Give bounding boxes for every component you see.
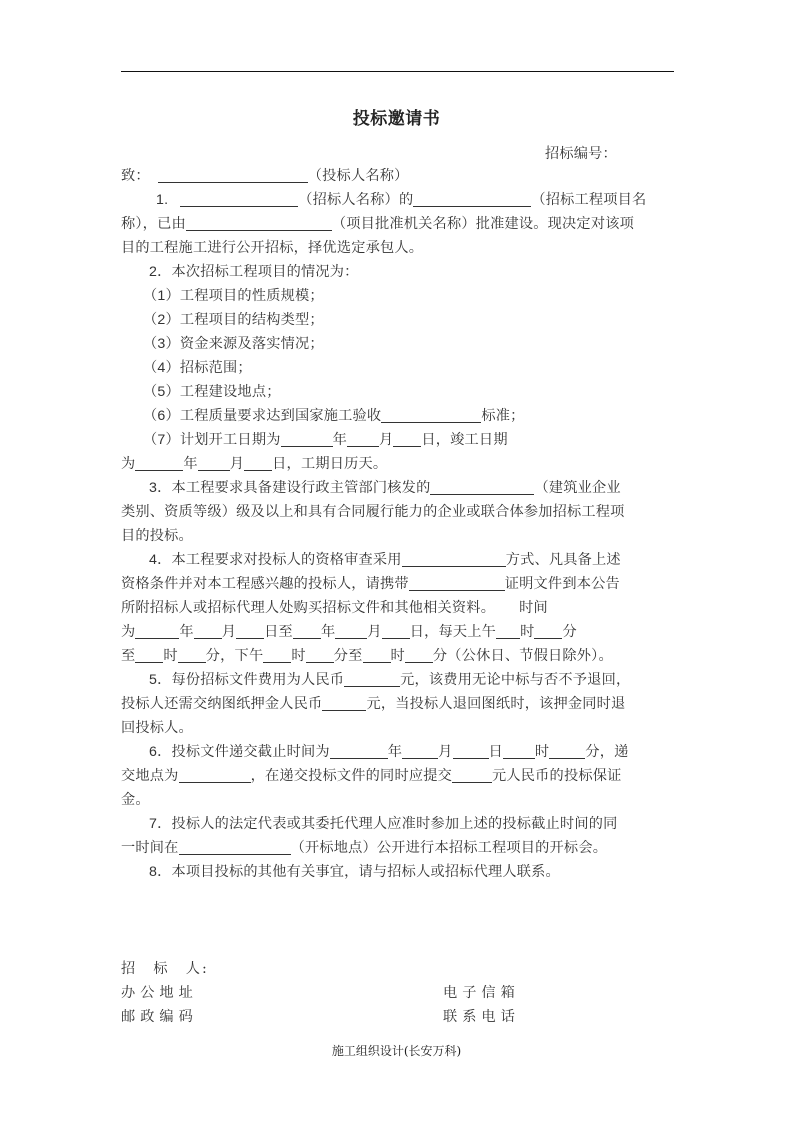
bid-bond-blank[interactable] [452,767,492,783]
paragraph-5: 5．每份招标文件费用为人民币 元，该费用无论中标与否不予退回， [149,672,631,688]
addressee-line: 致： （投标人名称） [121,168,409,184]
pm-start-minute-blank[interactable] [306,647,334,663]
certificate-blank[interactable] [409,575,505,591]
start-month-blank[interactable] [347,431,379,447]
paragraph-2: 2．本次招标工程项目的情况为： [149,264,359,280]
list-item: （6）工程质量要求达到国家施工验收 标准； [143,408,525,424]
document-fee-blank[interactable] [344,671,400,687]
drawing-deposit-blank[interactable] [322,695,366,711]
deadline-hour-blank[interactable] [503,743,535,759]
office-address-label: 办公地址 [121,985,198,1001]
list-item: （5）工程建设地点； [143,384,281,400]
pm-start-hour-blank[interactable] [263,647,291,663]
bid-number-label: 招标编号： [545,146,617,162]
am-end-hour-blank[interactable] [135,647,163,663]
approval-authority-blank[interactable] [186,215,332,231]
pm-end-minute-blank[interactable] [405,647,433,663]
list-item: （4）招标范围； [143,360,252,376]
sale-start-day-blank[interactable] [236,623,264,639]
deadline-minute-blank[interactable] [549,743,585,759]
am-start-minute-blank[interactable] [534,623,562,639]
document-title: 投标邀请书 [352,109,441,129]
start-day-blank[interactable] [393,431,421,447]
paragraph-1: 1. （招标人名称）的 （招标工程项目名 [156,192,647,208]
bidder-name-blank[interactable] [158,167,308,183]
opening-location-blank[interactable] [179,839,291,855]
tenderer-label: 招 标 人: [121,961,209,977]
start-year-blank[interactable] [281,431,333,447]
review-method-blank[interactable] [402,551,506,567]
list-item: （1）工程项目的性质规模； [143,288,324,304]
tenderer-name-blank[interactable] [180,191,298,207]
deadline-month-blank[interactable] [402,743,438,759]
acceptance-standard-blank[interactable] [381,407,481,423]
submission-location-blank[interactable] [179,767,251,783]
sale-end-month-blank[interactable] [335,623,367,639]
end-month-blank[interactable] [198,455,230,471]
paragraph-4: 4．本工程要求对投标人的资格审查采用 方式、凡具备上述 [149,552,621,568]
list-item: （7）计划开工日期为 年 月 日，竣工日期 [143,432,508,448]
paragraph-6: 6．投标文件递交截止时间为 年 月 日 时 分，递 [149,744,629,760]
page-footer: 施工组织设计(长安万科) [331,1044,462,1058]
am-end-minute-blank[interactable] [178,647,206,663]
phone-label: 联系电话 [443,1009,520,1025]
email-label: 电子信箱 [443,985,520,1001]
list-item: （2）工程项目的结构类型； [143,312,324,328]
sale-start-year-blank[interactable] [135,623,179,639]
paragraph-8: 8．本项目投标的其他有关事宜，请与招标人或招标代理人联系。 [149,864,560,880]
end-day-blank[interactable] [244,455,272,471]
list-item: （3）资金来源及落实情况； [143,336,324,352]
paragraph-7: 7．投标人的法定代表或其委托代理人应准时参加上述的投标截止时间的同 [149,816,618,832]
sale-end-day-blank[interactable] [382,623,410,639]
qualification-blank[interactable] [430,479,534,495]
sale-start-month-blank[interactable] [194,623,222,639]
end-year-blank[interactable] [135,455,183,471]
sale-end-year-blank[interactable] [293,623,321,639]
postal-code-label: 邮政编码 [121,1009,198,1025]
pm-end-hour-blank[interactable] [363,647,391,663]
deadline-year-blank[interactable] [330,743,388,759]
project-name-blank[interactable] [413,191,531,207]
am-start-hour-blank[interactable] [496,623,520,639]
deadline-day-blank[interactable] [453,743,489,759]
header-rule [121,71,674,72]
paragraph-3: 3．本工程要求具备建设行政主管部门核发的 （建筑业企业 [149,480,621,496]
